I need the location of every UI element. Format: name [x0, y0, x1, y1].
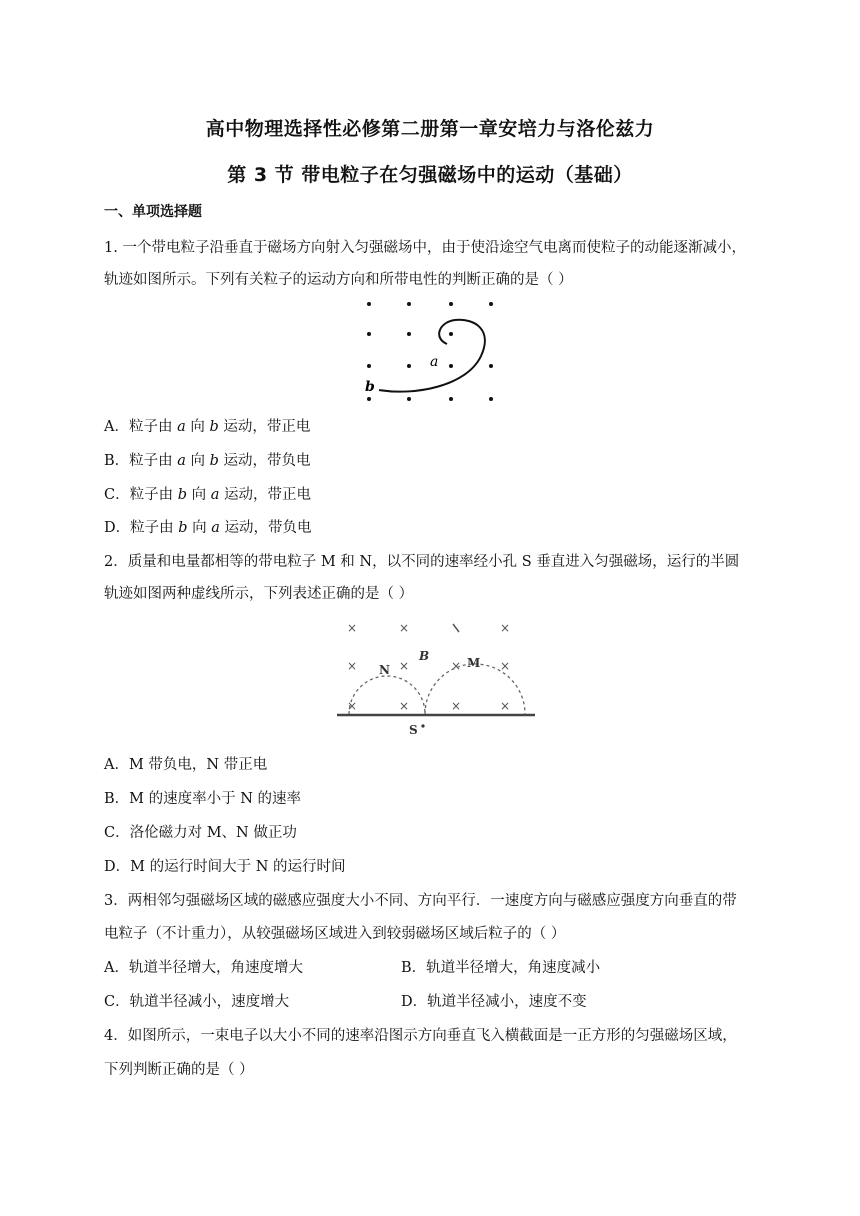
q4-text-line2: 下列判断正确的是（ ）: [104, 1062, 254, 1078]
q1-text-line1: 1. 一个带电粒子沿垂直于磁场方向射入匀强磁场中，由于使沿途空气电离而使粒子的动能逐渐减小，: [104, 240, 746, 256]
q2-option-d: D．M 的运行时间大于 N 的运行时间: [104, 859, 346, 875]
trajectory-n: [349, 676, 425, 714]
q2-option-a: A．M 带负电，N 带正电: [104, 757, 268, 773]
svg-text:×: ×: [451, 659, 462, 673]
svg-text:×: ×: [500, 659, 511, 673]
label-m: M: [467, 656, 481, 670]
q3-option-a: A．轨道半径增大，角速度增大: [104, 960, 303, 976]
q3-option-d: D．轨道半径减小，速度不变: [401, 994, 587, 1010]
document-title: 高中物理选择性必修第二册第一章安培力与洛伦兹力: [205, 118, 655, 140]
magnetic-field-dots: [367, 302, 493, 401]
q1-option-a: A．粒子由 a 向 b 运动，带正电: [104, 419, 311, 435]
label-b-field: B: [419, 649, 430, 663]
section-subtitle: 第 3 节 带电粒子在匀强磁场中的运动（基础）: [227, 164, 633, 186]
q2-figure: [333, 612, 543, 742]
q2-option-b: B．M 的速度率小于 N 的速率: [104, 791, 302, 807]
q4-text-line1: 4．如图所示，一束电子以大小不同的速率沿图示方向垂直飞入横截面是一正方形的匀强磁场区域，: [104, 1028, 737, 1044]
q2-text-line1: 2．质量和电量都相等的带电粒子 M 和 N，以不同的速率经小孔 S 垂直进入匀强磁场，运行的半圆: [104, 554, 740, 570]
q1-text-line2: 轨迹如图所示。下列有关粒子的运动方向和所带电性的判断正确的是（ ）: [104, 272, 573, 288]
svg-text:×: ×: [500, 699, 511, 713]
q1-figure: [355, 296, 505, 406]
q2-text-line2: 轨迹如图两种虚线所示，下列表述正确的是（ ）: [104, 586, 414, 602]
q3-text-line2: 电粒子（不计重力），从较强磁场区域进入到较弱磁场区域后粒子的（ ）: [104, 926, 566, 942]
q1-option-d: D．粒子由 b 向 a 运动，带负电: [104, 520, 312, 536]
q3-option-c: C．轨道半径减小，速度增大: [104, 994, 290, 1010]
svg-text:×: ×: [500, 621, 511, 635]
field-crosses: [347, 621, 510, 713]
label-a: a: [430, 354, 439, 370]
svg-text:×: ×: [399, 699, 410, 713]
svg-text:×: ×: [347, 699, 358, 713]
svg-text:×: ×: [451, 699, 462, 713]
q3-text-line1: 3．两相邻匀强磁场区域的磁感应强度大小不同、方向平行．一速度方向与磁感应强度方向垂直的带: [104, 893, 737, 909]
q3-option-b: B．轨道半径增大，角速度减小: [401, 960, 601, 976]
svg-text:×: ×: [347, 659, 358, 673]
q1-option-b: B．粒子由 a 向 b 运动，带负电: [104, 453, 311, 469]
svg-text:×: ×: [399, 659, 410, 673]
label-n: N: [379, 663, 390, 677]
section-heading: 一、单项选择题: [104, 204, 202, 220]
hole-s-marker: [421, 724, 424, 727]
svg-text:×: ×: [399, 621, 410, 635]
label-s: S: [409, 723, 418, 737]
svg-text:×: ×: [347, 621, 358, 635]
label-b: b: [365, 379, 375, 395]
q2-option-c: C．洛伦磁力对 M、N 做正功: [104, 825, 297, 841]
q1-option-c: C．粒子由 b 向 a 运动，带正电: [104, 487, 311, 503]
